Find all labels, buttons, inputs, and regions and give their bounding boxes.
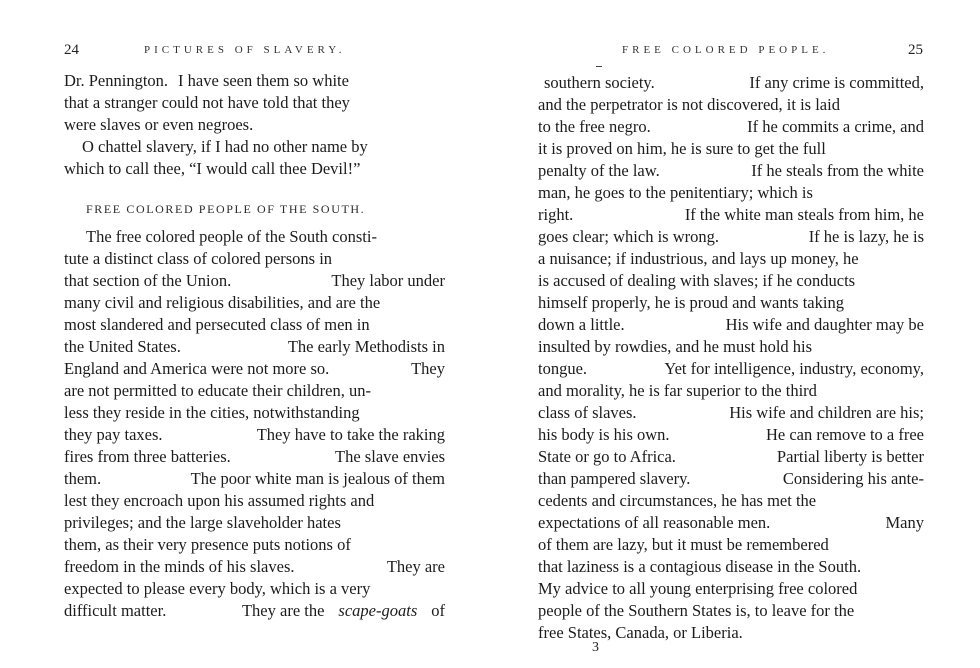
text-line <box>538 622 743 644</box>
text-segment: If the white man steals from him, he <box>684 205 924 224</box>
text-segment: I have seen them so white <box>178 71 349 90</box>
text-segment: England and America were not more so. <box>64 359 330 378</box>
text-line <box>64 578 445 600</box>
running-head-right: FREE COLORED PEOPLE. <box>622 44 830 56</box>
text-segment: The free colored people of the South consti- <box>86 227 377 246</box>
text-line <box>64 600 445 622</box>
text-segment: to the free negro. <box>538 117 651 136</box>
text-segment: privileges; and the large slaveholder hates <box>64 513 341 532</box>
text-segment: were slaves or even negroes. <box>64 115 254 134</box>
text-segment: Dr. Pennington. <box>64 71 169 90</box>
text-line <box>538 248 924 270</box>
text-line <box>538 182 924 204</box>
page-number-right: 25 <box>908 42 923 58</box>
text-segment: that a stranger could not have told that they <box>64 93 350 112</box>
text-segment: class of slaves. <box>538 403 637 422</box>
text-segment: Yet for intelligence, industry, economy, <box>664 359 924 378</box>
text-segment: them. <box>64 469 102 488</box>
section-heading: FREE COLORED PEOPLE OF THE SOUTH. <box>86 202 366 216</box>
text-line <box>538 94 924 116</box>
text-line <box>538 424 924 446</box>
page-number-left: 24 <box>64 42 79 58</box>
text-segment: If he commits a crime, and <box>747 117 924 136</box>
text-segment: insulted by rowdies, and he must hold his <box>538 337 813 356</box>
text-segment: They labor under <box>331 271 445 290</box>
text-line <box>86 226 445 248</box>
text-line <box>538 578 924 600</box>
text-segment: penalty of the law. <box>538 161 660 180</box>
text-line <box>538 116 924 138</box>
text-segment-group <box>242 600 445 622</box>
text-segment: goes clear; which is wrong. <box>538 227 719 246</box>
italic-term: scape-goats <box>338 601 418 620</box>
text-line <box>538 270 924 292</box>
text-segment: If he steals from the white <box>751 161 924 180</box>
text-segment: it is proved on him, he is sure to get the full <box>538 139 826 158</box>
text-segment: his body is his own. <box>538 425 670 444</box>
text-line <box>538 226 924 248</box>
text-segment: that laziness is a contagious disease in the South. <box>538 557 862 576</box>
text-segment: people of the Southern States is, to leave for the <box>538 601 855 620</box>
text-segment: They have to take the raking <box>256 425 445 444</box>
text-segment: down a little. <box>538 315 625 334</box>
text-line <box>538 138 924 160</box>
text-segment: tute a distinct class of colored persons in <box>64 249 333 268</box>
text-segment: are not permitted to educate their children, un- <box>64 381 371 400</box>
text-segment: many civil and religious disabilities, and are the <box>64 293 381 312</box>
text-line <box>538 402 924 424</box>
text-line <box>538 380 924 402</box>
text-line <box>544 72 924 94</box>
text-line <box>64 248 445 270</box>
text-segment: difficult matter. <box>64 601 167 620</box>
text-segment: They <box>411 359 445 378</box>
text-line <box>538 314 924 336</box>
text-segment: and morality, he is far superior to the third <box>538 381 817 400</box>
text-segment: free States, Canada, or Liberia. <box>538 623 743 642</box>
text-segment: southern society. <box>544 73 655 92</box>
text-segment: He can remove to a free <box>765 425 924 444</box>
text-segment: of them are lazy, but it must be remembered <box>538 535 829 554</box>
text-segment: The slave envies <box>335 447 445 466</box>
text-line <box>538 292 924 314</box>
text-segment: less they reside in the cities, notwithstanding <box>64 403 360 422</box>
text-line <box>64 490 445 512</box>
text-line <box>538 490 924 512</box>
text-segment: of <box>431 601 445 620</box>
text-line <box>64 446 445 468</box>
text-segment: most slandered and persecuted class of men in <box>64 315 370 334</box>
text-line <box>538 468 924 490</box>
text-segment: tongue. <box>538 359 588 378</box>
text-line <box>64 402 445 424</box>
text-segment: The poor white man is jealous of them <box>190 469 445 488</box>
text-segment: cedents and circumstances, he has met the <box>538 491 817 510</box>
text-segment: Many <box>885 513 924 532</box>
text-segment: They are the <box>241 601 325 620</box>
text-segment: himself properly, he is proud and wants taking <box>538 293 844 312</box>
running-head-left: PICTURES OF SLAVERY. <box>144 44 346 56</box>
text-line <box>64 70 349 92</box>
text-segment: freedom in the minds of his slaves. <box>64 557 295 576</box>
text-segment: and the perpetrator is not discovered, it is laid <box>538 95 840 114</box>
text-segment: State or go to Africa. <box>538 447 676 466</box>
signature-mark: 3 <box>592 640 599 655</box>
text-segment: which to call thee, “I would call thee Devil!” <box>64 159 361 178</box>
text-segment: If he is lazy, he is <box>808 227 924 246</box>
text-line <box>64 158 445 180</box>
text-segment: expected to please every body, which is a very <box>64 579 371 598</box>
text-line <box>538 160 924 182</box>
text-segment: expectations of all reasonable men. <box>538 513 771 532</box>
text-segment: man, he goes to the penitentiary; which is <box>538 183 813 202</box>
text-segment: right. <box>538 205 574 224</box>
text-line <box>82 136 445 158</box>
text-line <box>538 534 924 556</box>
right-page <box>490 0 980 668</box>
text-segment: O chattel slavery, if I had no other name by <box>82 137 368 156</box>
text-segment: is accused of dealing with slaves; if he conducts <box>538 271 856 290</box>
text-segment: My advice to all young enterprising free colored <box>538 579 858 598</box>
text-segment: they pay taxes. <box>64 425 163 444</box>
text-line <box>64 314 445 336</box>
text-line <box>538 336 924 358</box>
scan-mark <box>596 66 602 67</box>
text-segment: fires from three batteries. <box>64 447 231 466</box>
text-segment: them, as their very presence puts notions of <box>64 535 351 554</box>
text-line <box>64 114 253 136</box>
text-segment: If any crime is committed, <box>749 73 924 92</box>
text-line <box>64 534 445 556</box>
text-segment: The early Methodists in <box>287 337 445 356</box>
text-line <box>64 292 445 314</box>
text-segment: than pampered slavery. <box>538 469 691 488</box>
text-line <box>538 204 924 226</box>
text-segment: the United States. <box>64 337 181 356</box>
text-line <box>64 380 445 402</box>
text-segment: Partial liberty is better <box>776 447 924 466</box>
text-line <box>64 468 445 490</box>
text-segment: that section of the Union. <box>64 271 232 290</box>
text-line <box>64 424 445 446</box>
text-segment: His wife and daughter may be <box>725 315 924 334</box>
text-line <box>538 512 924 534</box>
text-line <box>64 92 445 114</box>
text-segment: They are <box>386 557 445 576</box>
text-line <box>538 358 924 380</box>
text-segment: His wife and children are his; <box>729 403 924 422</box>
text-line <box>538 600 924 622</box>
text-line <box>64 556 445 578</box>
text-line <box>64 336 445 358</box>
text-line <box>538 446 924 468</box>
text-segment: a nuisance; if industrious, and lays up money, he <box>538 249 859 268</box>
text-line <box>538 556 924 578</box>
text-segment: Considering his ante- <box>782 469 924 488</box>
text-line <box>64 512 445 534</box>
text-segment: lest they encroach upon his assumed rights and <box>64 491 375 510</box>
text-line <box>64 270 445 292</box>
text-line <box>64 358 445 380</box>
